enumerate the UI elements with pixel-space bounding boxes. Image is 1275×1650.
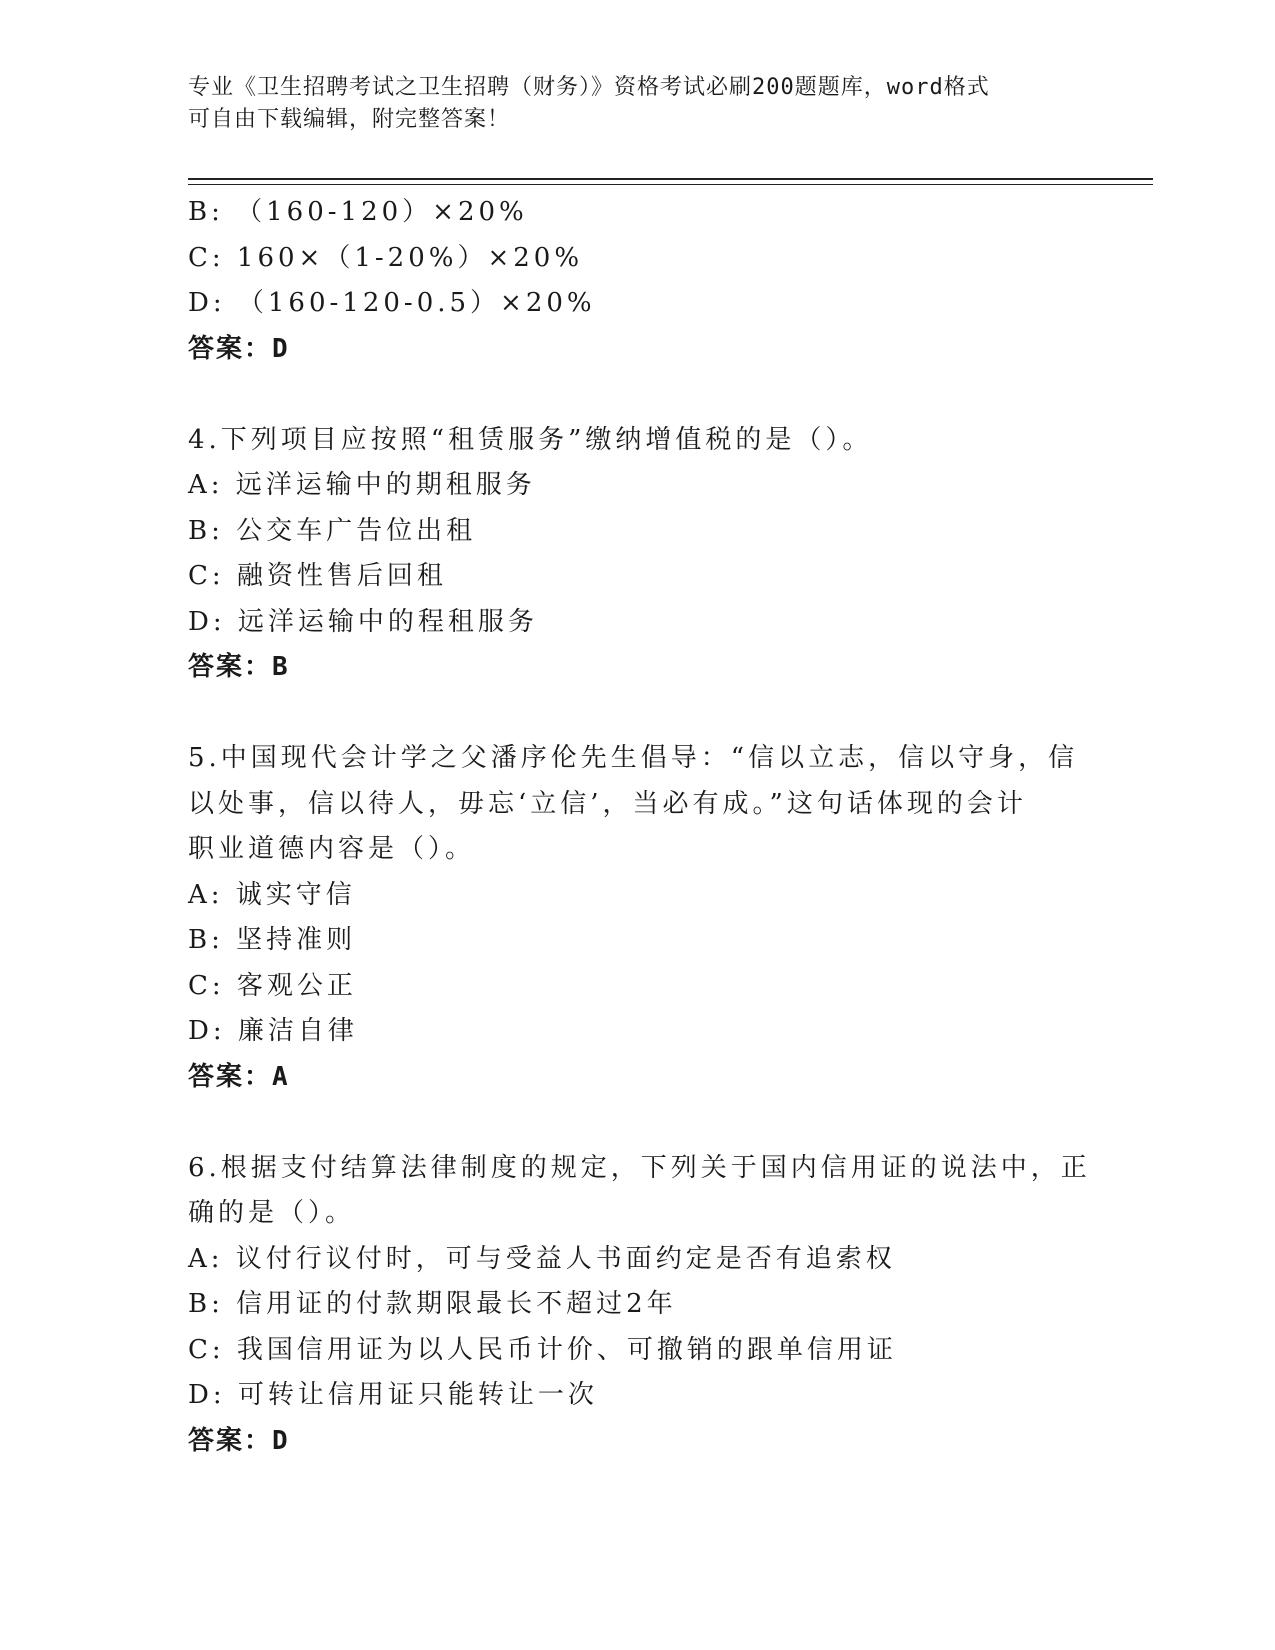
option-c: C: 客观公正 [188, 970, 357, 1001]
answer-line: 答案：B [188, 652, 290, 682]
option-d: D: （160-120-0.5）×20% [188, 288, 596, 318]
document-header [188, 72, 1088, 136]
question-stem-line-1: 5.中国现代会计学之父潘序伦先生倡导：“信以立志，信以守身，信 [188, 743, 1079, 773]
header-line-2: 可自由下载编辑，附完整答案！ [188, 107, 511, 132]
option-b: B: 坚持准则 [188, 925, 357, 955]
option-b: B: （160-120）×20% [188, 197, 528, 227]
option-d: D: 远洋运输中的程租服务 [188, 606, 538, 637]
option-c: C: 160×（1-20%）×20% [188, 242, 584, 273]
spacer [188, 372, 1068, 418]
question-4 [188, 418, 1068, 691]
question-stem-line-1: 6.根据支付结算法律制度的规定，下列关于国内信用证的说法中，正 [188, 1152, 1091, 1183]
answer-line: 答案：A [188, 1061, 290, 1092]
answer-line: 答案：D [188, 333, 290, 364]
header-line-1: 专业《卫生招聘考试之卫生招聘（财务）》资格考试必刷200题题库，word格式 [188, 75, 990, 100]
spacer [188, 691, 1068, 737]
option-b: B: 公交车广告位出租 [188, 515, 477, 546]
question-5 [188, 736, 1079, 1100]
option-a: A: 议付行议付时，可与受益人书面约定是否有追索权 [188, 1243, 896, 1274]
option-d: D: 廉洁自律 [188, 1016, 358, 1046]
option-a: A: 诚实守信 [188, 879, 356, 910]
option-b: B: 信用证的付款期限最长不超过2年 [188, 1289, 677, 1319]
option-c: C: 融资性售后回租 [188, 561, 447, 591]
question-6 [188, 1146, 1091, 1465]
question-stem-line-3: 职业道德内容是（）。 [188, 834, 476, 864]
option-c: C: 我国信用证为以人民币计价、可撤销的跟单信用证 [188, 1334, 897, 1365]
header-divider-thick [188, 178, 1153, 180]
question-3-continuation [188, 190, 1068, 372]
option-d: D: 可转让信用证只能转让一次 [188, 1380, 598, 1410]
question-stem-line-2: 确的是（）。 [188, 1198, 356, 1228]
question-stem: 4.下列项目应按照“租赁服务”缴纳增值税的是（）。 [188, 424, 873, 455]
answer-line: 答案：D [188, 1425, 290, 1456]
question-stem-line-2: 以处事，信以待人，毋忘‘立信’，当必有成。”这句话体现的会计 [188, 788, 1027, 819]
document-body [188, 190, 1091, 1464]
option-a: A: 远洋运输中的期租服务 [188, 470, 536, 500]
header-divider-thin [188, 184, 1153, 185]
spacer [188, 1100, 1068, 1146]
